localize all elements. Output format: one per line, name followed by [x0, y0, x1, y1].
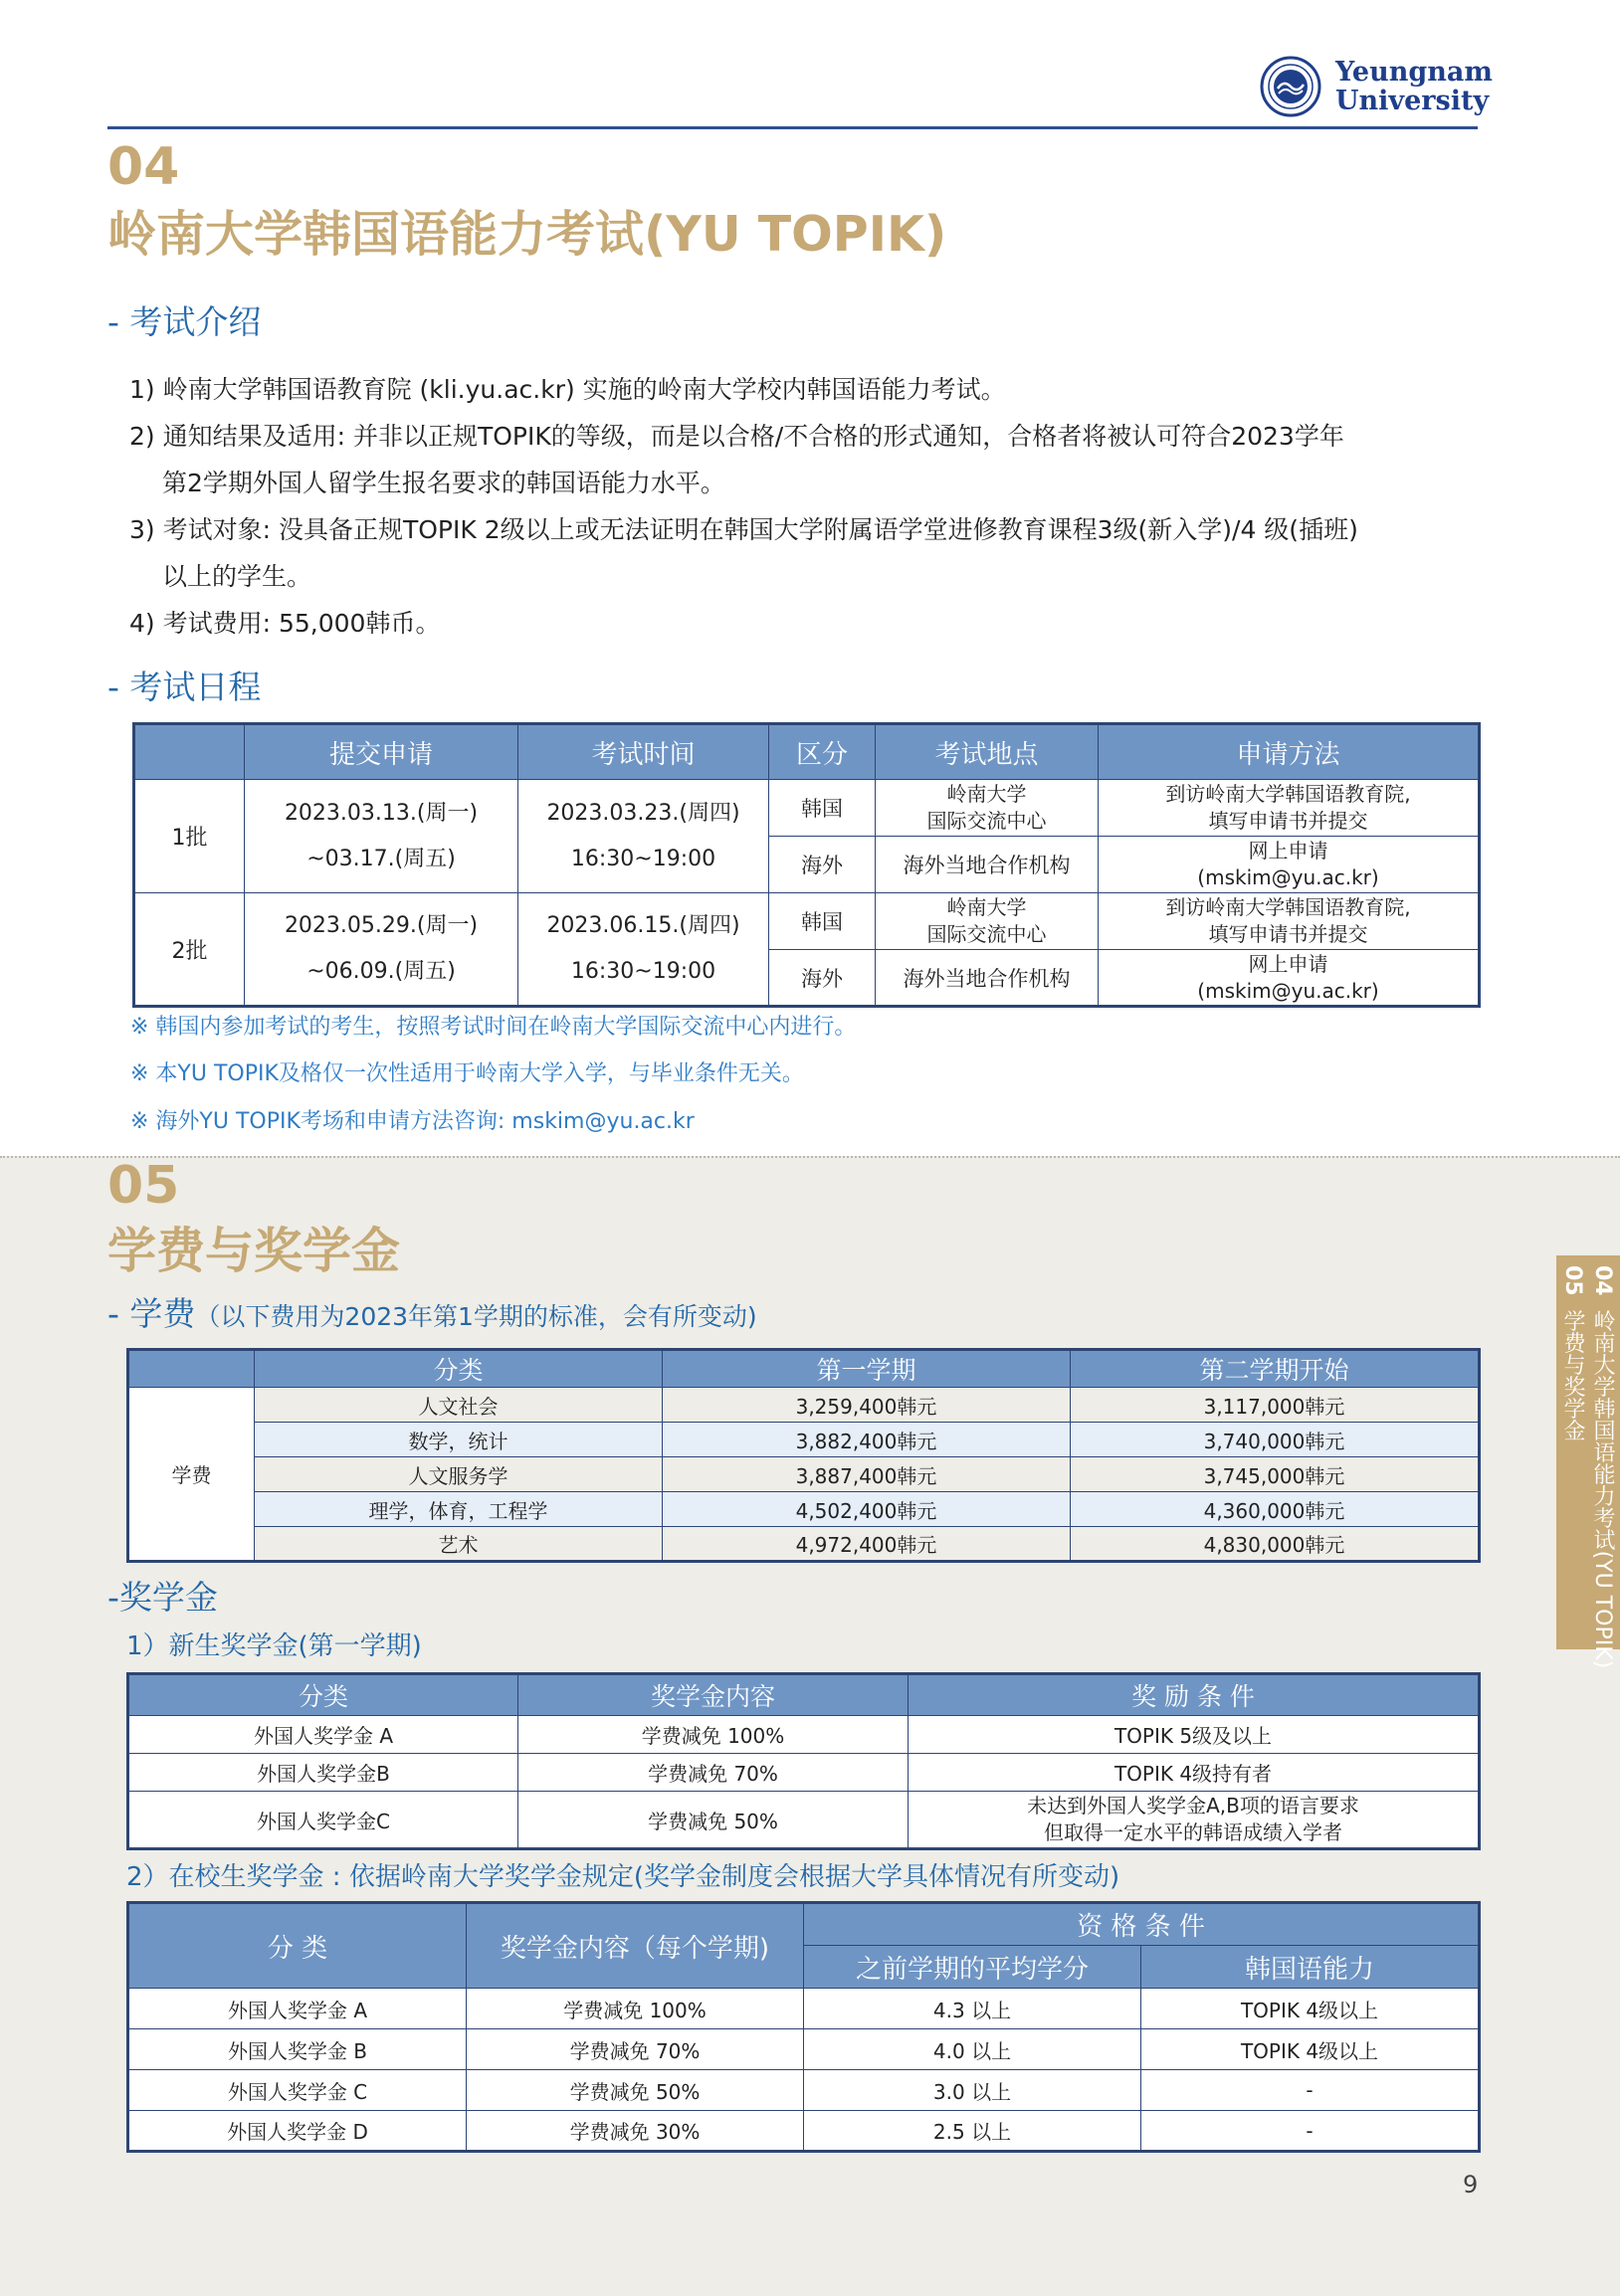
side-tab-item-04[interactable]: 04 岭南大学韩国语能力考试(YU TOPIK) [1590, 1265, 1615, 1669]
header-divider [107, 126, 1478, 129]
intro-line-3: 第2学期外国人留学生报名要求的韩国语能力水平。 [162, 469, 725, 497]
table-row [128, 2029, 1480, 2070]
fee-first: 4,502,400韩元 [663, 1492, 1071, 1527]
table-row [128, 1754, 1480, 1792]
current-korean: - [1141, 2070, 1480, 2111]
schedule-header-exam-time: 考试时间 [518, 724, 769, 780]
current-gpa: 2.5 以上 [804, 2111, 1141, 2152]
table-row [128, 2111, 1480, 2152]
fee-second: 4,360,000韩元 [1071, 1492, 1480, 1527]
brand-name-line2: University [1335, 86, 1490, 116]
intro-line-5: 以上的学生。 [162, 562, 312, 591]
fee-category: 人文社会 [255, 1388, 663, 1423]
batch-name: 2批 [134, 893, 245, 1007]
current-content: 学费减免 70% [467, 2029, 804, 2070]
freshman-category: 外国人奖学金 A [128, 1716, 518, 1754]
fee-category: 艺术 [255, 1527, 663, 1562]
fee-note: （以下费用为2023年第1学期的标准，会有所变动) [195, 1302, 757, 1331]
fee-category: 理学，体育，工程学 [255, 1492, 663, 1527]
current-gpa: 3.0 以上 [804, 2070, 1141, 2111]
side-section-tab[interactable] [1556, 1255, 1620, 1669]
location-korea: 岭南大学 国际交流中心 [876, 780, 1099, 837]
method-korea: 到访岭南大学韩国语教育院, 填写申请书并提交 [1099, 893, 1480, 950]
page-number: 9 [1463, 2171, 1479, 2199]
schedule-header-apply: 提交申请 [245, 724, 518, 780]
table-row [128, 1792, 1480, 1849]
current-content: 学费减免 100% [467, 1989, 804, 2029]
table-row [128, 2070, 1480, 2111]
location-korea: 岭南大学 国际交流中心 [876, 893, 1099, 950]
table-row [128, 1388, 1480, 1423]
fee-header-second: 第二学期开始 [1071, 1350, 1480, 1388]
apply-period: 2023.05.29.(周一) ~06.09.(周五) [245, 893, 518, 1007]
fee-first: 3,259,400韩元 [663, 1388, 1071, 1423]
section-number-04: 04 [107, 137, 180, 197]
university-logo [1260, 56, 1493, 121]
freshman-scholarship-table [126, 1672, 1481, 1850]
location-overseas: 海外当地合作机构 [876, 837, 1099, 893]
intro-line-6: 4) 考试费用: 55,000韩币。 [129, 609, 441, 638]
fee-category: 人文服务学 [255, 1457, 663, 1492]
type-korea: 韩国 [769, 893, 876, 950]
freshman-category: 外国人奖学金B [128, 1754, 518, 1792]
university-seal-icon [1260, 56, 1321, 117]
method-overseas: 网上申请 (mskim@yu.ac.kr) [1099, 837, 1480, 893]
scholarship-heading: -奖学金 [107, 1578, 218, 1617]
section-title-05: 学费与奖学金 [107, 1223, 401, 1279]
freshman-header-category: 分类 [128, 1674, 518, 1716]
current-korean: - [1141, 2111, 1480, 2152]
table-row [128, 1492, 1480, 1527]
current-category: 外国人奖学金 D [128, 2111, 467, 2152]
freshman-header-content: 奖学金内容 [518, 1674, 909, 1716]
side-tab-item-05[interactable]: 05 学费与奖学金 [1560, 1265, 1585, 1441]
method-overseas: 网上申请 (mskim@yu.ac.kr) [1099, 950, 1480, 1007]
schedule-note-3: ※ 海外YU TOPIK考场和申请方法咨询: mskim@yu.ac.kr [130, 1109, 695, 1134]
intro-line-4: 3) 考试对象: 没具备正规TOPIK 2级以上或无法证明在韩国大学附属语学堂进修教育课程3级(新入学)/4 级(插班) [129, 515, 1358, 544]
current-header-gpa: 之前学期的平均学分 [804, 1946, 1141, 1989]
location-overseas: 海外当地合作机构 [876, 950, 1099, 1007]
current-korean: TOPIK 4级以上 [1141, 1989, 1480, 2029]
fee-header-category: 分类 [255, 1350, 663, 1388]
current-heading: 2）在校生奖学金 : 依据岭南大学奖学金规定(奖学金制度会根据大学具体情况有所变动) [126, 1862, 1120, 1892]
fee-category: 数学，统计 [255, 1423, 663, 1457]
schedule-note-1: ※ 韩国内参加考试的考生，按照考试时间在岭南大学国际交流中心内进行。 [130, 1015, 857, 1040]
intro-line-2: 2) 通知结果及适用: 并非以正规TOPIK的等级，而是以合格/不合格的形式通知，合格者将被认可符合2023学年 [129, 422, 1344, 451]
exam-time: 2023.06.15.(周四) 16:30~19:00 [518, 893, 769, 1007]
exam-schedule-table [132, 722, 1481, 1008]
current-content: 学费减免 50% [467, 2070, 804, 2111]
table-row [128, 1527, 1480, 1562]
current-header-category: 分 类 [128, 1903, 467, 1989]
current-header-qualification: 资 格 条 件 [804, 1903, 1480, 1946]
current-header-korean: 韩国语能力 [1141, 1946, 1480, 1989]
current-category: 外国人奖学金 B [128, 2029, 467, 2070]
tuition-fee-table [126, 1348, 1481, 1563]
current-gpa: 4.3 以上 [804, 1989, 1141, 2029]
fee-first: 3,887,400韩元 [663, 1457, 1071, 1492]
schedule-row [134, 780, 1480, 837]
fee-header-first: 第一学期 [663, 1350, 1071, 1388]
freshman-heading: 1）新生奖学金(第一学期) [126, 1631, 422, 1661]
fee-second: 3,117,000韩元 [1071, 1388, 1480, 1423]
table-row [128, 1423, 1480, 1457]
batch-name: 1批 [134, 780, 245, 893]
fee-group: 学费 [128, 1388, 255, 1562]
fee-first: 4,972,400韩元 [663, 1527, 1071, 1562]
fee-second: 3,745,000韩元 [1071, 1457, 1480, 1492]
table-row [128, 1989, 1480, 2029]
section-title-04: 岭南大学韩国语能力考试(YU TOPIK) [107, 206, 947, 263]
section-number-05: 05 [107, 1156, 180, 1216]
brand-name-line1: Yeungnam [1335, 57, 1493, 88]
freshman-condition: TOPIK 4级持有者 [909, 1754, 1480, 1792]
schedule-header-type: 区分 [769, 724, 876, 780]
fee-first: 3,882,400韩元 [663, 1423, 1071, 1457]
table-row [128, 1457, 1480, 1492]
intro-line-1: 1) 岭南大学韩国语教育院 (kli.yu.ac.kr) 实施的岭南大学校内韩国语能力考试。 [129, 375, 1006, 404]
freshman-content: 学费减免 50% [518, 1792, 909, 1849]
current-header-content: 奖学金内容（每个学期) [467, 1903, 804, 1989]
schedule-row [134, 893, 1480, 950]
freshman-content: 学费减免 100% [518, 1716, 909, 1754]
freshman-condition: TOPIK 5级及以上 [909, 1716, 1480, 1754]
schedule-header-location: 考试地点 [876, 724, 1099, 780]
freshman-category: 外国人奖学金C [128, 1792, 518, 1849]
table-row [128, 1716, 1480, 1754]
type-overseas: 海外 [769, 837, 876, 893]
current-korean: TOPIK 4级以上 [1141, 2029, 1480, 2070]
fee-heading: - 学费（以下费用为2023年第1学期的标准，会有所变动) [107, 1294, 757, 1333]
current-scholarship-table [126, 1901, 1481, 2153]
fee-second: 3,740,000韩元 [1071, 1423, 1480, 1457]
schedule-heading: - 考试日程 [107, 668, 262, 706]
type-korea: 韩国 [769, 780, 876, 837]
freshman-header-condition: 奖 励 条 件 [909, 1674, 1480, 1716]
schedule-note-2: ※ 本YU TOPIK及格仅一次性适用于岭南大学入学，与毕业条件无关。 [130, 1061, 804, 1086]
freshman-condition: 未达到外国人奖学金A,B项的语言要求 但取得一定水平的韩语成绩入学者 [909, 1792, 1480, 1849]
exam-time: 2023.03.23.(周四) 16:30~19:00 [518, 780, 769, 893]
freshman-content: 学费减免 70% [518, 1754, 909, 1792]
apply-period: 2023.03.13.(周一) ~03.17.(周五) [245, 780, 518, 893]
fee-second: 4,830,000韩元 [1071, 1527, 1480, 1562]
current-content: 学费减免 30% [467, 2111, 804, 2152]
current-category: 外国人奖学金 C [128, 2070, 467, 2111]
current-category: 外国人奖学金 A [128, 1989, 467, 2029]
current-gpa: 4.0 以上 [804, 2029, 1141, 2070]
intro-heading: - 考试介绍 [107, 302, 262, 341]
type-overseas: 海外 [769, 950, 876, 1007]
schedule-header-method: 申请方法 [1099, 724, 1480, 780]
method-korea: 到访岭南大学韩国语教育院, 填写申请书并提交 [1099, 780, 1480, 837]
